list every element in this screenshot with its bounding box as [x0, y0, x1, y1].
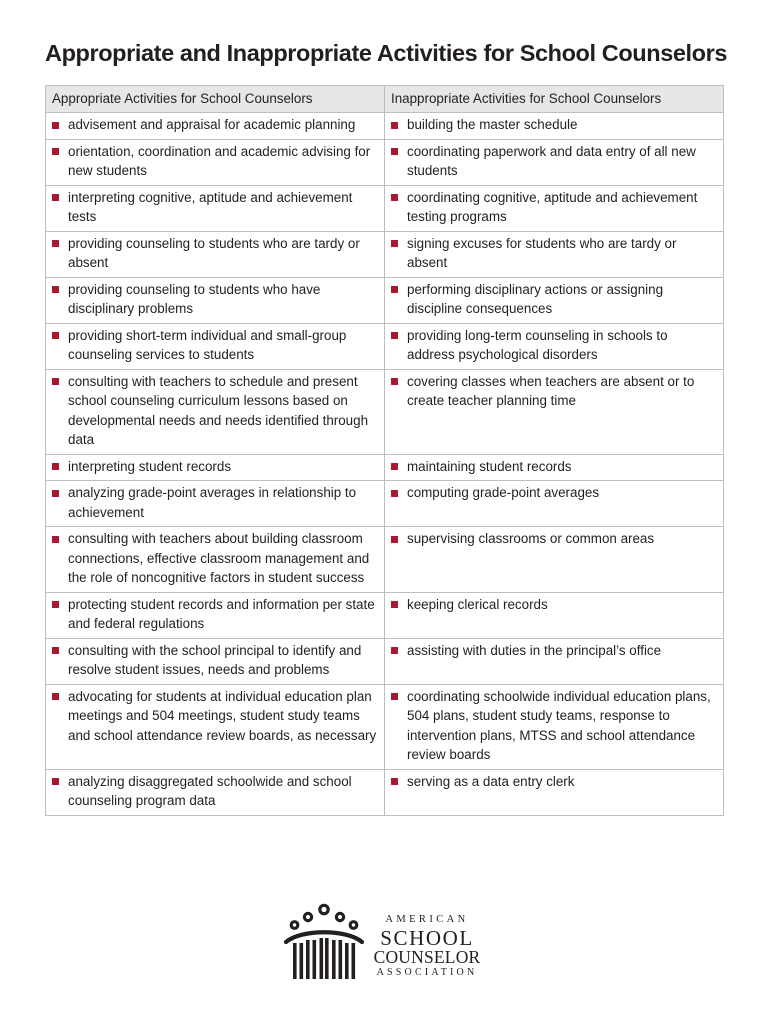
list-item — [391, 234, 717, 273]
square-bullet-icon — [391, 778, 398, 785]
appropriate-activity-cell — [46, 769, 385, 815]
activity-text: signing excuses for students who are tardy or absent — [407, 235, 677, 270]
table-row — [46, 323, 724, 369]
list-item — [391, 115, 717, 135]
activity-text: analyzing disaggregated schoolwide and school counseling program data — [68, 773, 352, 808]
table-row — [46, 481, 724, 527]
list-item — [52, 483, 378, 522]
list-item — [52, 687, 378, 746]
list-item — [391, 772, 717, 792]
square-bullet-icon — [391, 463, 398, 470]
list-item — [52, 115, 378, 135]
logo-wordmark — [365, 915, 489, 978]
table-row — [46, 277, 724, 323]
table-row — [46, 592, 724, 638]
list-item — [391, 280, 717, 319]
square-bullet-icon — [52, 122, 59, 129]
inappropriate-activity-cell — [385, 454, 724, 481]
square-bullet-icon — [52, 490, 59, 497]
list-item — [391, 483, 717, 503]
list-item — [52, 641, 378, 680]
activity-text: providing counseling to students who are tardy or absent — [68, 235, 360, 270]
activity-text: maintaining student records — [407, 458, 572, 474]
logo-line-american: AMERICAN — [385, 914, 469, 925]
activity-text: performing disciplinary actions or assigning discipline consequences — [407, 281, 664, 316]
list-item — [52, 280, 378, 319]
table-row — [46, 684, 724, 769]
page-title: Appropriate and Inappropriate Activities for School Counselors — [45, 40, 728, 66]
square-bullet-icon — [52, 647, 59, 654]
square-bullet-icon — [52, 194, 59, 201]
square-bullet-icon — [391, 536, 398, 543]
inappropriate-activity-cell — [385, 684, 724, 769]
square-bullet-icon — [391, 378, 398, 385]
activity-text: covering classes when teachers are absent or to create teacher planning time — [407, 373, 695, 408]
asca-logo — [283, 903, 493, 983]
inappropriate-activity-cell — [385, 481, 724, 527]
appropriate-activity-cell — [46, 454, 385, 481]
activity-text: computing grade-point averages — [407, 485, 600, 500]
inappropriate-activity-cell — [385, 231, 724, 277]
list-item — [52, 372, 378, 450]
list-item — [52, 457, 378, 477]
activity-text: supervising classrooms or common areas — [407, 531, 655, 546]
square-bullet-icon — [391, 693, 398, 700]
activity-text: advocating for students at individual education plan meetings and 504 meetings, student study teams and school attendance review boards, as necessary — [68, 688, 377, 743]
activity-text: keeping clerical records — [407, 596, 548, 612]
table-row — [46, 638, 724, 684]
square-bullet-icon — [52, 693, 59, 700]
logo-line-association: ASSOCIATION — [376, 967, 478, 978]
square-bullet-icon — [391, 148, 398, 155]
appropriate-activity-cell — [46, 139, 385, 185]
table-row — [46, 185, 724, 231]
list-item — [391, 595, 717, 615]
table-row — [46, 369, 724, 454]
list-item — [391, 529, 717, 549]
square-bullet-icon — [391, 332, 398, 339]
square-bullet-icon — [391, 647, 398, 654]
appropriate-activity-cell — [46, 277, 385, 323]
activity-text: providing short-term individual and small-group counseling services to students — [68, 327, 347, 362]
activity-text: providing counseling to students who have disciplinary problems — [68, 281, 321, 316]
activity-text: consulting with the school principal to identify and resolve student issues, needs and problems — [68, 642, 362, 677]
appropriate-activity-cell — [46, 684, 385, 769]
inappropriate-activity-cell — [385, 113, 724, 140]
square-bullet-icon — [52, 601, 59, 608]
inappropriate-activity-cell — [385, 139, 724, 185]
appropriate-activity-cell — [46, 369, 385, 454]
activity-text: coordinating cognitive, aptitude and achievement testing programs — [407, 189, 698, 224]
square-bullet-icon — [52, 463, 59, 470]
activity-text: analyzing grade-point averages in relationship to achievement — [68, 485, 357, 520]
inappropriate-activity-cell — [385, 185, 724, 231]
table-row — [46, 454, 724, 481]
appropriate-activity-cell — [46, 231, 385, 277]
list-item — [391, 372, 717, 411]
logo-line-counselor: COUNSELOR — [373, 946, 481, 967]
table-row — [46, 113, 724, 140]
square-bullet-icon — [52, 332, 59, 339]
list-item — [391, 687, 717, 765]
inappropriate-activity-cell — [385, 638, 724, 684]
appropriate-activity-cell — [46, 638, 385, 684]
square-bullet-icon — [52, 536, 59, 543]
table-header-row — [46, 86, 724, 113]
list-item — [391, 188, 717, 227]
activity-text: assisting with duties in the principal’s office — [407, 642, 662, 658]
inappropriate-activity-cell — [385, 592, 724, 638]
activity-text: interpreting cognitive, aptitude and achievement tests — [68, 189, 353, 224]
square-bullet-icon — [52, 286, 59, 293]
list-item — [391, 326, 717, 365]
appropriate-activity-cell — [46, 592, 385, 638]
list-item — [52, 234, 378, 273]
square-bullet-icon — [391, 490, 398, 497]
activity-text: serving as a data entry clerk — [407, 773, 575, 789]
table-row — [46, 139, 724, 185]
list-item — [391, 457, 717, 477]
list-item — [52, 772, 378, 811]
list-item — [52, 595, 378, 634]
square-bullet-icon — [391, 122, 398, 129]
table-row — [46, 231, 724, 277]
list-item — [391, 641, 717, 661]
appropriate-activity-cell — [46, 481, 385, 527]
square-bullet-icon — [391, 240, 398, 247]
activity-text: orientation, coordination and academic advising for new students — [68, 143, 371, 178]
appropriate-activity-cell — [46, 323, 385, 369]
list-item — [52, 326, 378, 365]
list-item — [52, 142, 378, 181]
square-bullet-icon — [391, 286, 398, 293]
list-item — [52, 188, 378, 227]
list-item — [391, 142, 717, 181]
activity-text: interpreting student records — [68, 458, 232, 474]
appropriate-activity-cell — [46, 185, 385, 231]
activity-text: providing long-term counseling in schools to address psychological disorders — [407, 327, 668, 362]
table-row — [46, 527, 724, 593]
inappropriate-activity-cell — [385, 323, 724, 369]
square-bullet-icon — [52, 778, 59, 785]
activity-text: coordinating schoolwide individual education plans, 504 plans, student study teams, response to intervention plans, MTSS and school attendance review boards — [407, 688, 711, 762]
activities-table — [45, 85, 724, 816]
list-item — [52, 529, 378, 588]
people-arch-icon — [283, 903, 365, 981]
appropriate-activity-cell — [46, 113, 385, 140]
square-bullet-icon — [391, 601, 398, 608]
column-header-appropriate: Appropriate Activities for School Counselors — [46, 86, 385, 113]
activity-text: consulting with teachers to schedule and present school counseling curriculum lessons based on developmental needs and needs identified through data — [68, 373, 369, 447]
appropriate-activity-cell — [46, 527, 385, 593]
activity-text: consulting with teachers about building classroom connections, effective classroom management and the role of noncognitive factors in student success — [68, 531, 370, 585]
square-bullet-icon — [52, 148, 59, 155]
logo-line-school: SCHOOL — [380, 925, 474, 950]
activity-text: building the master schedule — [407, 117, 578, 132]
inappropriate-activity-cell — [385, 277, 724, 323]
activity-text: protecting student records and information per state and federal regulations — [68, 596, 375, 631]
activity-text: coordinating paperwork and data entry of all new students — [407, 143, 696, 178]
table-row — [46, 769, 724, 815]
inappropriate-activity-cell — [385, 369, 724, 454]
activity-text: advisement and appraisal for academic planning — [68, 117, 356, 132]
table-body — [46, 113, 724, 816]
square-bullet-icon — [52, 240, 59, 247]
inappropriate-activity-cell — [385, 527, 724, 593]
square-bullet-icon — [391, 194, 398, 201]
square-bullet-icon — [52, 378, 59, 385]
column-header-inappropriate: Inappropriate Activities for School Counselors — [385, 86, 724, 113]
inappropriate-activity-cell — [385, 769, 724, 815]
